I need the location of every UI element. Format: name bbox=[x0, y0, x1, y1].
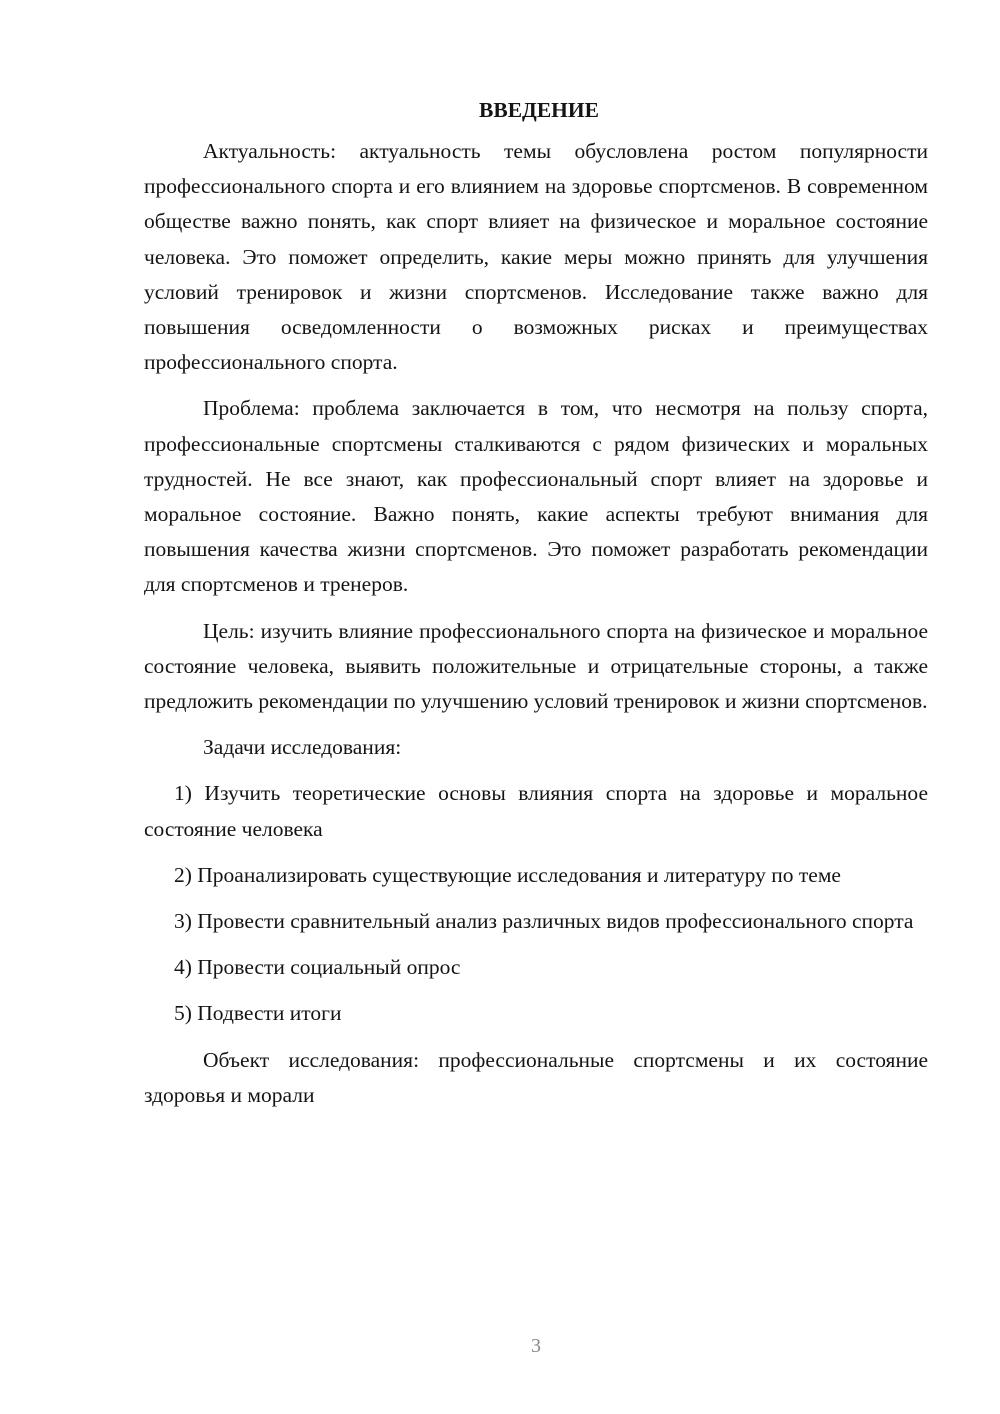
section-title: ВВЕДЕНИЕ bbox=[479, 98, 599, 122]
task-list-item: 3) Провести сравнительный анализ различных видов профессионального спорта bbox=[174, 909, 914, 934]
task-list-item: 1) Изучить теоретические основы влияния спорта на здоровье и моральное состояние человека bbox=[144, 781, 928, 841]
tasks-heading: Задачи исследования: bbox=[203, 735, 402, 760]
problem-paragraph: Проблема: проблема заключается в том, что несмотря на пользу спорта, профессиональные спортсмены сталкиваются с рядом физических и моральных трудностей. Не все знают, как профессиональный спорт влияет на здоровье и моральное состояние. Важно понять, какие аспекты требуют внимания для повышения качества жизни спортсменов. Это поможет разработать рекомендации для спортсменов и тренеров. bbox=[144, 396, 928, 597]
task-list-item: 5) Подвести итоги bbox=[174, 1001, 342, 1026]
goal-paragraph: Цель: изучить влияние профессионального спорта на физическое и моральное состояние человека, выявить положительные и отрицательные стороны, а также предложить рекомендации по улучшению условий тренировок и жизни спортсменов. bbox=[144, 618, 928, 714]
task-list-item: 2) Проанализировать существующие исследования и литературу по теме bbox=[174, 862, 841, 887]
page-content bbox=[144, 96, 928, 1113]
task-list-item: 4) Провести социальный опрос bbox=[174, 955, 461, 980]
relevance-paragraph: Актуальность: актуальность темы обусловлена ростом популярности профессионального спорта и его влиянием на здоровье спортсменов. В современном обществе важно понять, как спорт влияет на физическое и моральное состояние человека. Это поможет определить, какие меры можно принять для улучшения условий тренировок и жизни спортсменов. Исследование также важно для повышения осведомленности о возможных рисках и преимуществах профессионального спорта. bbox=[144, 139, 928, 375]
object-paragraph: Объект исследования: профессиональные спортсмены и их состояние здоровья и морали bbox=[144, 1047, 928, 1107]
page-number: 3 bbox=[531, 1335, 541, 1357]
